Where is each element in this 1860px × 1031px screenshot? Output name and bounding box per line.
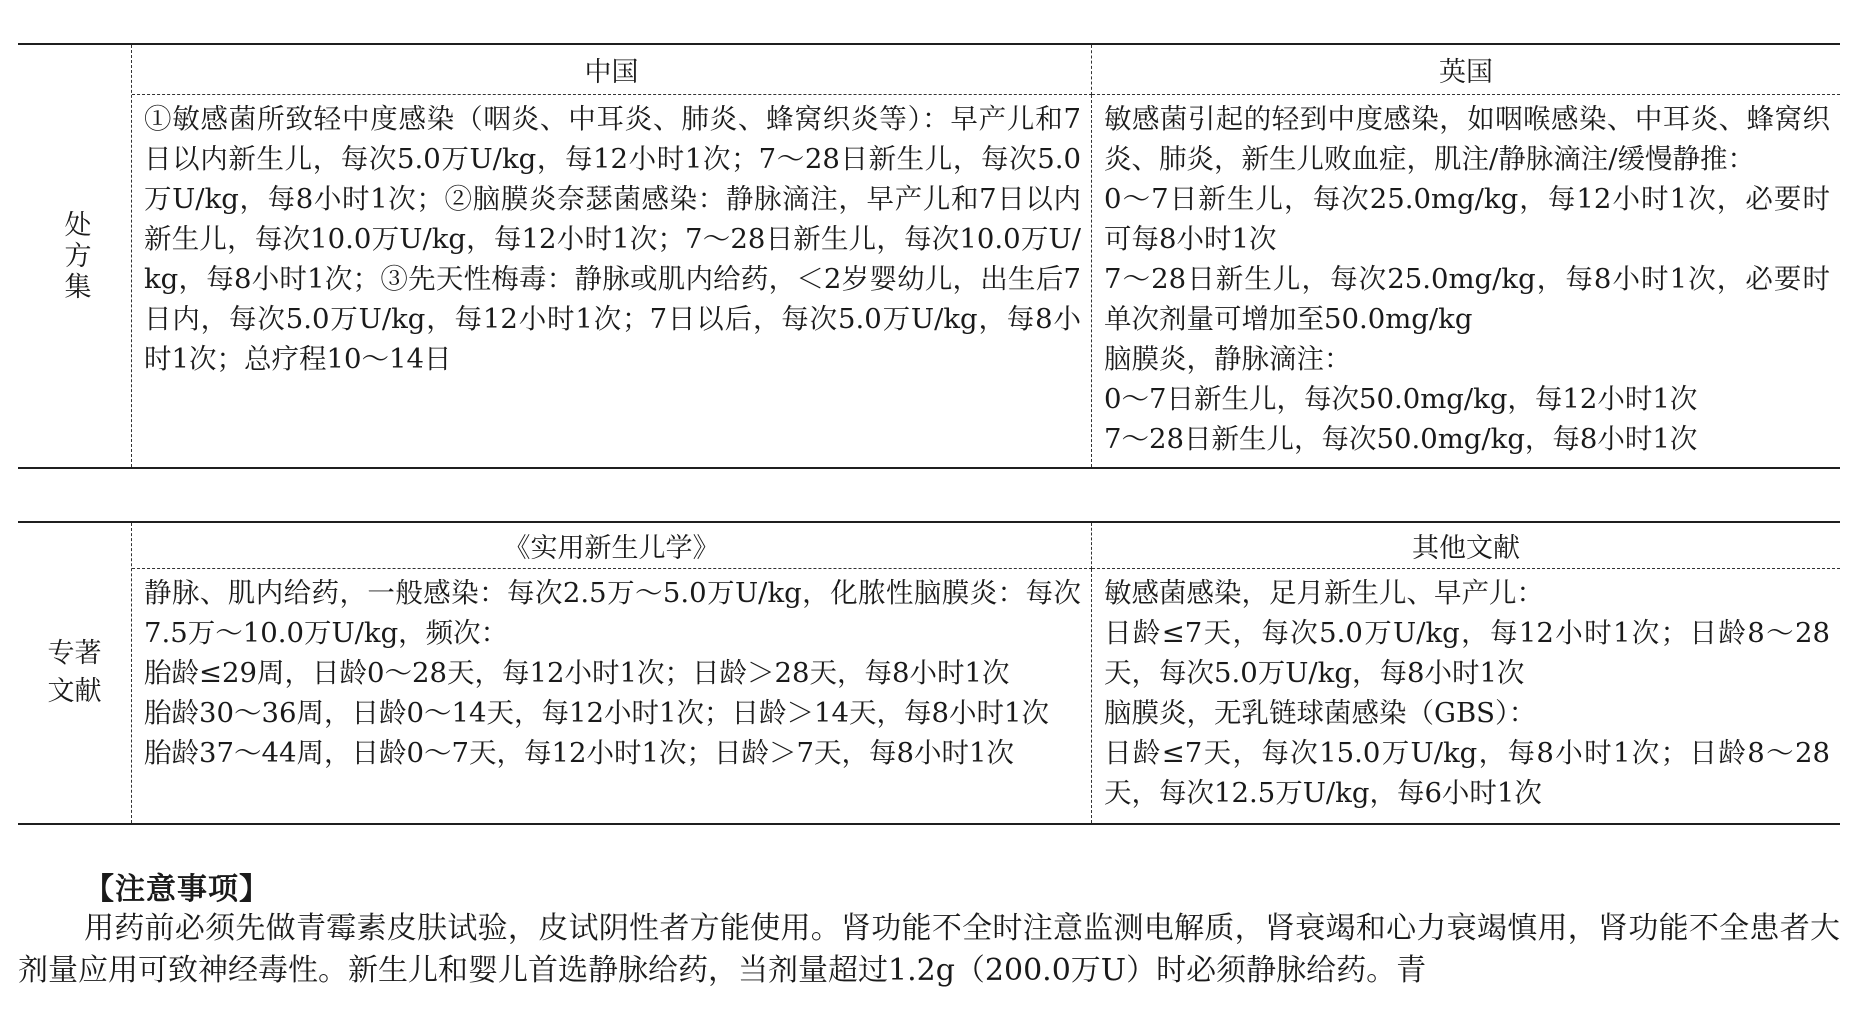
uk-dosage-line: 脑膜炎，静脉滴注：: [1104, 343, 1352, 375]
uk-dosage-line: 0～7日新生儿，每次50.0mg/kg，每12小时1次: [1104, 383, 1698, 415]
prescription-table: [18, 43, 1840, 469]
neonatology-dosage-cell: [132, 569, 1092, 823]
other-literature-line: 敏感菌感染，足月新生儿、早产儿：: [1104, 577, 1544, 609]
other-literature-dosage-cell: [1092, 569, 1840, 823]
neonatology-dosage-line: 胎龄≤29周，日龄0～28天，每12小时1次；日龄＞28天，每8小时1次: [144, 657, 1010, 689]
uk-dosage-line: 0～7日新生儿，每次25.0mg/kg，每12小时1次，必要时可每8小时1次: [1104, 183, 1830, 255]
other-literature-line: 脑膜炎，无乳链球菌感染（GBS）：: [1104, 697, 1537, 729]
notes-paragraph: 用药前必须先做青霉素皮肤试验，皮试阴性者方能使用。肾功能不全时注意监测电解质，肾衰竭和心力衰竭慎用，肾功能不全患者大剂量应用可致神经毒性。新生儿和婴儿首选静脉给药，当剂量超过1.2g（200.0万U）时必须静脉给药。青: [18, 911, 1840, 988]
uk-dosage-line: 7～28日新生儿，每次25.0mg/kg，每8小时1次，必要时单次剂量可增加至50.0mg/kg: [1104, 263, 1830, 335]
other-literature-line: 日龄≤7天，每次15.0万U/kg，每8小时1次；日龄8～28天，每次12.5万U/kg，每6小时1次: [1104, 737, 1830, 809]
notes-heading: 【注意事项】: [84, 872, 270, 907]
other-literature-line: 日龄≤7天，每次5.0万U/kg，每12小时1次；日龄8～28天，每次5.0万U/kg，每8小时1次: [1104, 617, 1830, 689]
row-label-line: 文献: [47, 676, 102, 707]
header-uk: 英国: [1092, 45, 1840, 95]
neonatology-dosage-line: 胎龄37～44周，日龄0～7天，每12小时1次；日龄＞7天，每8小时1次: [144, 737, 1014, 769]
header-other-literature: 其他文献: [1092, 523, 1840, 569]
literature-table: [18, 521, 1840, 825]
row-label-line: 专著: [47, 638, 102, 669]
header-practical-neonatology: 《实用新生儿学》: [132, 523, 1092, 569]
uk-dosage-line: 敏感菌引起的轻到中度感染，如咽喉感染、中耳炎、蜂窝织炎、肺炎，新生儿败血症，肌注/静脉滴注/缓慢静推：: [1104, 103, 1830, 175]
uk-dosage-line: 7～28日新生儿，每次50.0mg/kg，每8小时1次: [1104, 423, 1698, 455]
row-label-literature: [18, 523, 132, 823]
neonatology-dosage-line: 静脉、肌内给药，一般感染：每次2.5万～5.0万U/kg，化脓性脑膜炎：每次7.5万～10.0万U/kg，频次：: [144, 577, 1081, 649]
neonatology-dosage-line: 胎龄30～36周，日龄0～14天，每12小时1次；日龄＞14天，每8小时1次: [144, 697, 1049, 729]
china-dosage-text: ①敏感菌所致轻中度感染（咽炎、中耳炎、肺炎、蜂窝织炎等）：早产儿和7日以内新生儿，每次5.0万U/kg，每12小时1次；7～28日新生儿，每次5.0万U/kg，每8小时1次；②脑膜炎奈瑟菌感染：静脉滴注，早产儿和7日以内新生儿，每次10.0万U/kg，每12小时1次；7～28日新生儿，每次10.0万U/kg，每8小时1次；③先天性梅毒：静脉或肌内给药，＜2岁婴幼儿，出生后7日内，每次5.0万U/kg，每12小时1次；7日以后，每次5.0万U/kg，每8小时1次；总疗程10～14日: [132, 95, 1092, 467]
uk-dosage-cell: [1092, 95, 1840, 467]
row-label-prescription: 处方集: [18, 45, 132, 467]
header-china: 中国: [132, 45, 1092, 95]
